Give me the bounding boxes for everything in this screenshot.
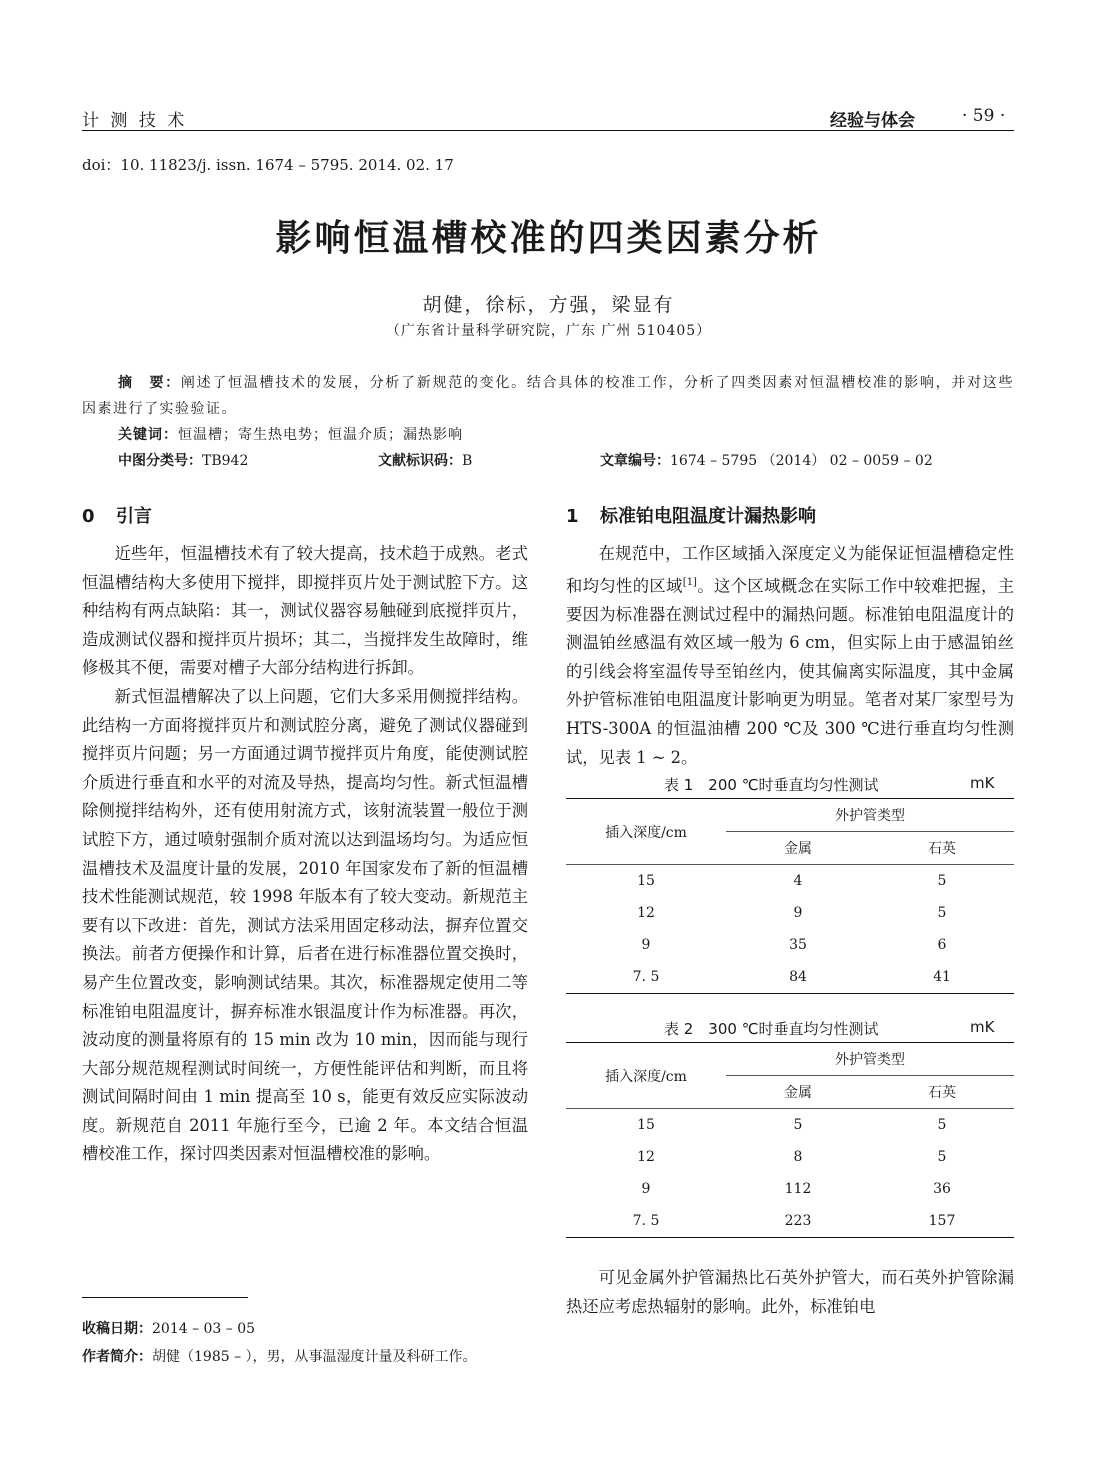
table-row xyxy=(566,1109,1014,1142)
header-rule xyxy=(82,130,1014,131)
keywords-label: 关键词： xyxy=(118,427,178,443)
section-1-text-b: 。这个区域概念在实际工作中较难把握，主要因为标准器在测试过程中的漏热问题。标准铂电阻温度计的测温铂丝感温有效区域一般为 6 cm，但实际上由于感温铂丝的引线会将室温传导至铂丝内，使其偏离实际温度，其中金属外护管标准铂电阻温度计影响更为明显。笔者对某厂家型号为 HTS-300A 的恒温油槽 200 ℃及 300 ℃进行垂直均匀性测试，见表 1 ~ 2。 xyxy=(566,576,1014,767)
section-0-heading xyxy=(82,502,528,528)
keywords-text: 恒温槽；寄生热电势；恒温介质；漏热影响 xyxy=(178,427,463,443)
table-cell: 9 xyxy=(793,905,803,922)
keywords xyxy=(118,422,463,448)
clc-label: 中图分类号： xyxy=(118,453,202,469)
article-number xyxy=(600,448,933,474)
abstract xyxy=(82,370,1014,422)
table-2-col-group: 外护管类型 xyxy=(726,1043,1014,1076)
table-row xyxy=(566,929,1014,961)
table-row xyxy=(566,961,1014,994)
citation-ref: [1] xyxy=(682,576,697,588)
section-1-number: 1 xyxy=(566,506,579,527)
table-2-unit: mK xyxy=(970,1018,995,1037)
table-2-title: 表 2 300 ℃时垂直均匀性测试 xyxy=(664,1020,879,1039)
journal-name: 计 测 技 术 xyxy=(82,111,188,131)
affiliation: （广东省计量科学研究院，广东 广州 510405） xyxy=(385,323,712,339)
table-2-col-metal: 金属 xyxy=(726,1076,870,1109)
table-1-col-group: 外护管类型 xyxy=(726,799,1014,832)
table-cell: 112 xyxy=(784,1181,812,1198)
section-label: 经验与体会 xyxy=(830,111,915,131)
table-cell: 5 xyxy=(937,1149,947,1166)
clc-number xyxy=(118,448,248,474)
paper-title: 影响恒温槽校准的四类因素分析 xyxy=(275,218,822,259)
clc-value: TB942 xyxy=(202,453,249,469)
table-1-header-row xyxy=(566,799,1014,832)
table-1-col-depth: 插入深度/cm xyxy=(566,799,726,865)
table-cell: 15 xyxy=(637,873,655,890)
table-cell: 157 xyxy=(870,1205,1014,1238)
doc-label: 文献标识码： xyxy=(378,453,462,469)
article-label: 文章编号： xyxy=(600,453,670,469)
table-1-col-quartz: 石英 xyxy=(870,832,1014,865)
received-label: 收稿日期： xyxy=(82,1321,152,1337)
table-cell: 8 xyxy=(793,1149,803,1166)
section-0-paragraph-1: 近些年，恒温槽技术有了较大提高，技术趋于成熟。老式恒温槽结构大多使用下搅拌，即搅拌页片处于测试腔下方。这种结构有两点缺陷：其一，测试仪器容易触碰到底搅拌页片，造成测试仪器和搅拌页片损坏；其二，当搅拌发生故障时，维修极其不便，需要对槽子大部分结构进行拆卸。 xyxy=(82,544,528,678)
section-0-number: 0 xyxy=(82,506,95,527)
table-cell: 4 xyxy=(793,873,803,890)
doc-code xyxy=(378,448,472,474)
table-row xyxy=(566,1141,1014,1173)
table-cell: 6 xyxy=(937,937,947,954)
doi: doi：10. 11823/j. issn. 1674 – 5795. 2014. 02. 17 xyxy=(82,156,454,174)
section-1-paragraph-1 xyxy=(566,540,1014,772)
section-1-title: 标准铂电阻温度计漏热影响 xyxy=(600,506,816,527)
table-row xyxy=(566,897,1014,929)
article-value: 1674 – 5795 （2014） 02 – 0059 – 02 xyxy=(670,453,933,469)
table-row xyxy=(566,865,1014,898)
table-cell: 5 xyxy=(937,905,947,922)
table-1-unit: mK xyxy=(970,774,995,793)
section-0-title: 引言 xyxy=(116,506,152,527)
section-1-paragraph-2: 可见金属外护管漏热比石英外护管大，而石英外护管除漏热还应考虑热辐射的影响。此外，标准铂电 xyxy=(566,1268,1014,1316)
table-cell: 84 xyxy=(726,961,870,994)
table-cell: 41 xyxy=(870,961,1014,994)
doc-value: B xyxy=(462,453,473,469)
table-cell: 5 xyxy=(793,1117,803,1134)
right-column xyxy=(566,506,1014,1321)
page-number: · 59 · xyxy=(962,106,1006,126)
table-2-col-depth: 插入深度/cm xyxy=(566,1043,726,1109)
table-row xyxy=(566,1173,1014,1205)
table-1-caption xyxy=(566,774,1014,798)
table-cell: 15 xyxy=(637,1117,655,1134)
table-2-col-quartz: 石英 xyxy=(870,1076,1014,1109)
authors: 胡健，徐标，方强，梁显有 xyxy=(422,294,675,316)
section-1-text-a: 在规范中，工作区域插入深度定义为能保证恒温槽稳定性和均匀性的区域 xyxy=(566,544,1014,596)
table-cell: 35 xyxy=(789,937,807,954)
table-cell: 5 xyxy=(937,1117,947,1134)
received-date: 2014 – 03 – 05 xyxy=(152,1321,256,1337)
footnote-author-bio xyxy=(82,1346,477,1366)
table-cell: 5 xyxy=(937,873,947,890)
section-1-heading xyxy=(566,502,1014,528)
abstract-label: 摘 要： xyxy=(118,375,181,391)
table-cell: 36 xyxy=(933,1181,951,1198)
bio-text: 胡健（1985 – ），男，从事温湿度计量及科研工作。 xyxy=(152,1349,477,1365)
section-0-paragraph-2: 新式恒温槽解决了以上问题，它们大多采用侧搅拌结构。此结构一方面将搅拌页片和测试腔分离，避免了测试仪器碰到搅拌页片问题；另一方面通过调节搅拌页片角度，能使测试腔介质进行垂直和水平的对流及导热，提高均匀性。新式恒温槽除侧搅拌结构外，还有使用射流方式，该射流装置一般位于测试腔下方，通过喷射强制介质对流以达到温场均匀。为适应恒温槽技术及温度计量的发展，2010 年国家发布了新的恒温槽技术性能测试规范，较 1998 年版本有了较大变动。新规范主要有以下改进：首先，测试方法采用固定移动法，摒弃位置交换法。前者方便操作和计算，后者在进行标准器位置交换时，易产生位置改变，影响测试结果。其次，标准器规定使用二等标准铂电阻温度计，摒弃标准水银温度计作为标准器。再次，波动度的测量将原有的 15 min 改为 10 min，因而能与现行大部分规范规程测试时间统一，方便性能评估和判断，而且将测试间隔时间由 1 min 提高至 10 s，能更有效反应实际波动度。新规范自 2011 年施行至今，已逾 2 年。本文结合恒温槽校准工作，探讨四类因素对恒温槽校准的影响。 xyxy=(82,686,528,1164)
footnote-rule xyxy=(82,1297,248,1298)
table-1-title: 表 1 200 ℃时垂直均匀性测试 xyxy=(664,776,879,795)
bio-label: 作者简介： xyxy=(82,1349,152,1365)
table-1 xyxy=(566,798,1014,994)
table-cell: 7. 5 xyxy=(566,1205,726,1238)
table-row xyxy=(566,1205,1014,1238)
table-2 xyxy=(566,1042,1014,1238)
abstract-text: 阐述了恒温槽技术的发展，分析了新规范的变化。结合具体的校准工作，分析了四类因素对恒温槽校准的影响，并对这些因素进行了实验验证。 xyxy=(82,375,1015,417)
table-cell: 12 xyxy=(637,905,655,922)
table-1-col-metal: 金属 xyxy=(726,832,870,865)
table-cell: 7. 5 xyxy=(566,961,726,994)
table-cell: 9 xyxy=(641,1181,651,1198)
table-cell: 9 xyxy=(641,937,651,954)
table-2-caption xyxy=(566,1018,1014,1042)
table-2-header-row xyxy=(566,1043,1014,1076)
table-cell: 223 xyxy=(726,1205,870,1238)
left-column xyxy=(82,506,528,1169)
footnote-received xyxy=(82,1318,255,1338)
table-cell: 12 xyxy=(637,1149,655,1166)
